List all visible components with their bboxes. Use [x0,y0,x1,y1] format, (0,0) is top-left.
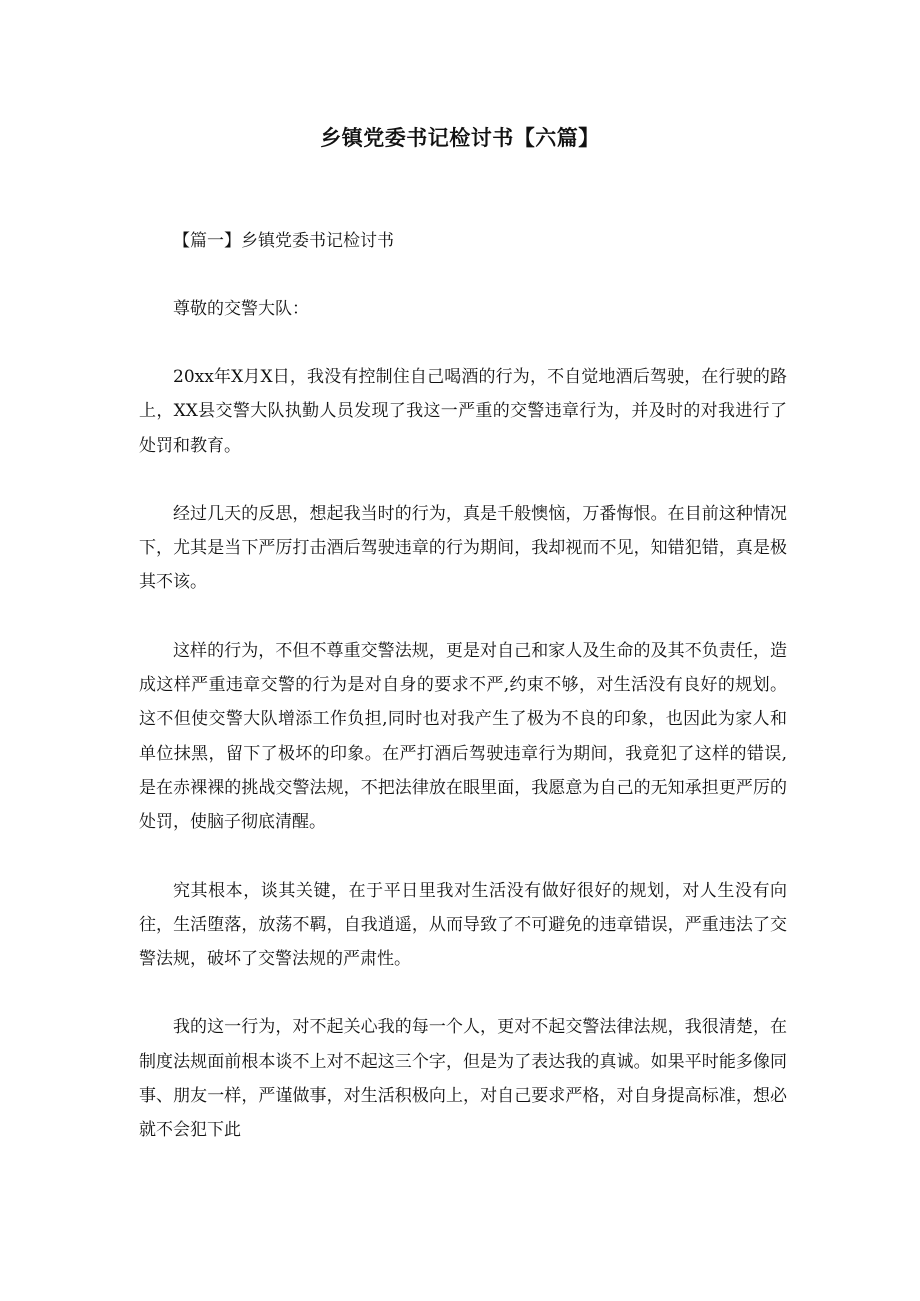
salutation: 尊敬的交警大队： [173,299,309,319]
paragraph-5: 我的这一行为，对不起关心我的每一个人，更对不起交警法律法规，我很清楚，在制度法规面前根本谈不上对不起这三个字，但是为了表达我的真诚。如果平时能多像同事、朋友一样，严谨做事，对生活积极向上，对自己要求严格，对自身提高标准，想必就不会犯下此 [139,1017,787,1141]
paragraph-3: 这样的行为，不但不尊重交警法规，更是对自己和家人及生命的及其不负责任，造成这样严重违章交警的行为是对自身的要求不严,约束不够，对生活没有良好的规划。这不但使交警大队增添工作负担,同时也对我产生了极为不良的印象，也因此为家人和单位抹黑，留下了极坏的印象。在严打酒后驾驶违章行为期间，我竟犯了这样的错误,是在赤裸裸的挑战交警法规，不把法律放在眼里面，我愿意为自己的无知承担更严厉的处罚，使脑子彻底清醒。 [139,640,787,833]
paragraph-4: 究其根本，谈其关键，在于平日里我对生活没有做好很好的规划，对人生没有向往，生活堕落，放荡不羁，自我逍遥，从而导致了不可避免的违章错误，严重违法了交警法规，破坏了交警法规的严肃性。 [139,880,787,970]
document-body [139,224,787,1148]
paragraph-1: 20xx年X月X日，我没有控制住自己喝酒的行为，不自觉地酒后驾驶，在行驶的路上，XX县交警大队执勤人员发现了我这一严重的交警违章行为，并及时的对我进行了处罚和教育。 [139,367,787,456]
section-heading: 【篇一】乡镇党委书记检讨书 [173,231,394,251]
document-title: 乡镇党委书记检讨书【六篇】 [320,126,600,150]
paragraph-2: 经过几天的反思，想起我当时的行为，真是千般懊恼，万番悔恨。在目前这种情况下，尤其是当下严厉打击酒后驾驶违章的行为期间，我却视而不见，知错犯错，真是极其不该。 [139,503,787,593]
